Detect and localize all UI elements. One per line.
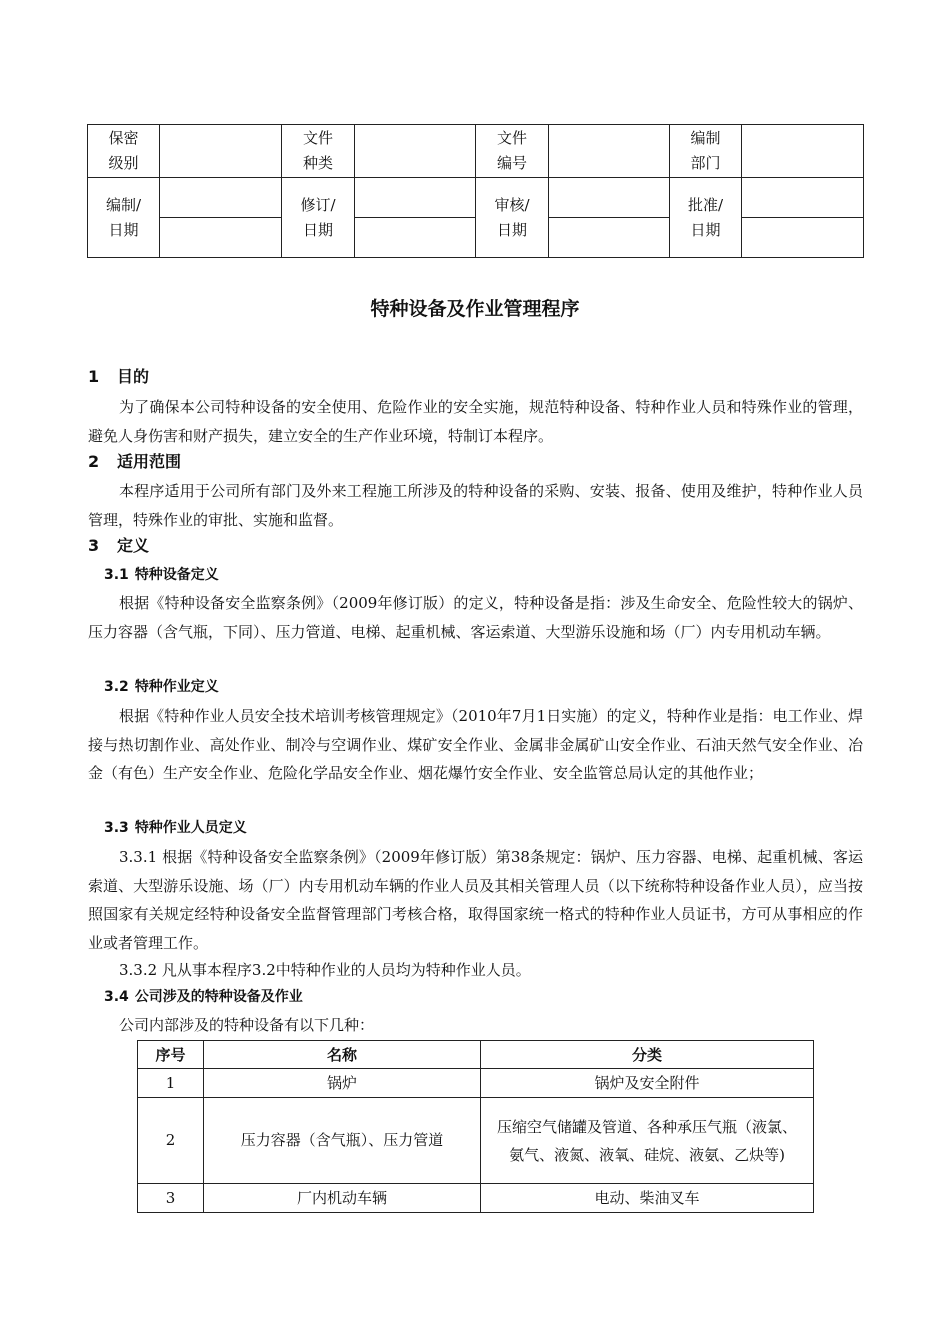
section-2-text: 本程序适用于公司所有部门及外来工程施工所涉及的特种设备的采购、安装、报备、使用及维护，特种作业人员管理，特殊作业的审批、实施和监督。	[88, 482, 863, 529]
section-number: 3.1	[104, 567, 129, 583]
label-reviewed-date: 审核/ 日期	[476, 178, 549, 258]
value-revised-by	[355, 178, 476, 218]
section-number: 3.2	[104, 679, 129, 695]
section-3-heading	[88, 535, 149, 557]
value-document-number	[549, 125, 670, 178]
section-number: 3.3	[104, 820, 129, 836]
section-title: 定义	[117, 536, 150, 555]
label-issuing-department: 编制 部门	[670, 125, 742, 178]
value-prepared-date	[160, 218, 282, 258]
value-prepared-by	[160, 178, 282, 218]
label-prepared-date: 编制/ 日期	[88, 178, 160, 258]
cell-category: 锅炉及安全附件	[481, 1069, 814, 1098]
cell-name: 锅炉	[204, 1069, 481, 1098]
label-document-number: 文件 编号	[476, 125, 549, 178]
section-title: 目的	[117, 367, 150, 386]
label-confidentiality-level: 保密 级别	[88, 125, 160, 178]
cell-name: 压力容器（含气瓶）、压力管道	[204, 1098, 481, 1184]
value-approved-date	[742, 218, 864, 258]
section-3-3-heading	[104, 818, 247, 838]
section-1-text: 为了确保本公司特种设备的安全使用、危险作业的安全实施，规范特种设备、特种作业人员和特殊作业的管理，避免人身伤害和财产损失，建立安全的生产作业环境，特制订本程序。	[88, 398, 863, 445]
value-revised-date	[355, 218, 476, 258]
cell-category: 压缩空气储罐及管道、各种承压气瓶（液氯、氨气、液氮、液氧、硅烷、液氨、乙炔等)	[481, 1098, 814, 1184]
section-1-heading	[88, 366, 149, 388]
cell-no: 3	[138, 1184, 204, 1213]
column-header-name: 名称	[204, 1041, 481, 1069]
section-3-2-text: 根据《特种作业人员安全技术培训考核管理规定》（2010年7月1日实施）的定义，特种作业是指：电工作业、焊接与热切割作业、高处作业、制冷与空调作业、煤矿安全作业、金属非金属矿山安全作业、石油天然气安全作业、冶金（有色）生产安全作业、危险化学品安全作业、烟花爆竹安全作业、安全监管总局认定的其他作业；	[88, 707, 863, 782]
cell-no: 1	[138, 1069, 204, 1098]
cell-category: 电动、柴油叉车	[481, 1184, 814, 1213]
section-3-1-text: 根据《特种设备安全监察条例》（2009年修订版）的定义，特种设备是指：涉及生命安全、危险性较大的锅炉、压力容器（含气瓶，下同）、压力管道、电梯、起重机械、客运索道、大型游乐设施和场（厂）内专用机动车辆。	[88, 594, 863, 641]
value-reviewed-date	[549, 218, 670, 258]
label-revised-date: 修订/ 日期	[282, 178, 355, 258]
section-3-4-heading	[104, 987, 303, 1007]
value-confidentiality-level	[160, 125, 282, 178]
value-document-type	[355, 125, 476, 178]
section-number: 3	[88, 536, 100, 555]
cell-no: 2	[138, 1098, 204, 1184]
table-row	[138, 1184, 814, 1213]
special-equipment-table	[137, 1040, 814, 1213]
section-number: 1	[88, 367, 100, 386]
value-approved-by	[742, 178, 864, 218]
section-title: 特种设备定义	[134, 567, 219, 583]
section-title: 适用范围	[117, 452, 182, 471]
document-control-table	[87, 124, 864, 258]
value-issuing-department	[742, 125, 864, 178]
column-header-category: 分类	[481, 1041, 814, 1069]
document-title: 特种设备及作业管理程序	[370, 298, 580, 320]
table-header-row	[138, 1041, 814, 1069]
label-document-type: 文件 种类	[282, 125, 355, 178]
section-2-heading	[88, 451, 181, 473]
section-number: 2	[88, 452, 100, 471]
column-header-no: 序号	[138, 1041, 204, 1069]
value-reviewed-by	[549, 178, 670, 218]
section-title: 特种作业定义	[134, 679, 219, 695]
table-row	[138, 1069, 814, 1098]
table-row	[138, 1098, 814, 1184]
section-3-1-heading	[104, 565, 219, 585]
section-title: 特种作业人员定义	[134, 820, 247, 836]
section-3-3-1-text: 3.3.1 根据《特种设备安全监察条例》（2009年修订版）第38条规定：锅炉、压力容器、电梯、起重机械、客运索道、大型游乐设施、场（厂）内专用机动车辆的作业人员及其相关管理人员（以下统称特种设备作业人员），应当按照国家有关规定经特种设备安全监督管理部门考核合格，取得国家统一格式的特种作业人员证书，方可从事相应的作业或者管理工作。	[88, 848, 863, 952]
section-title: 公司涉及的特种设备及作业	[134, 989, 303, 1005]
cell-name: 厂内机动车辆	[204, 1184, 481, 1213]
section-number: 3.4	[104, 989, 129, 1005]
section-3-3-2-text: 3.3.2 凡从事本程序3.2中特种作业的人员均为特种作业人员。	[119, 961, 531, 979]
label-approved-date: 批准/ 日期	[670, 178, 742, 258]
section-3-2-heading	[104, 677, 219, 697]
section-3-4-text: 公司内部涉及的特种设备有以下几种：	[119, 1016, 375, 1034]
